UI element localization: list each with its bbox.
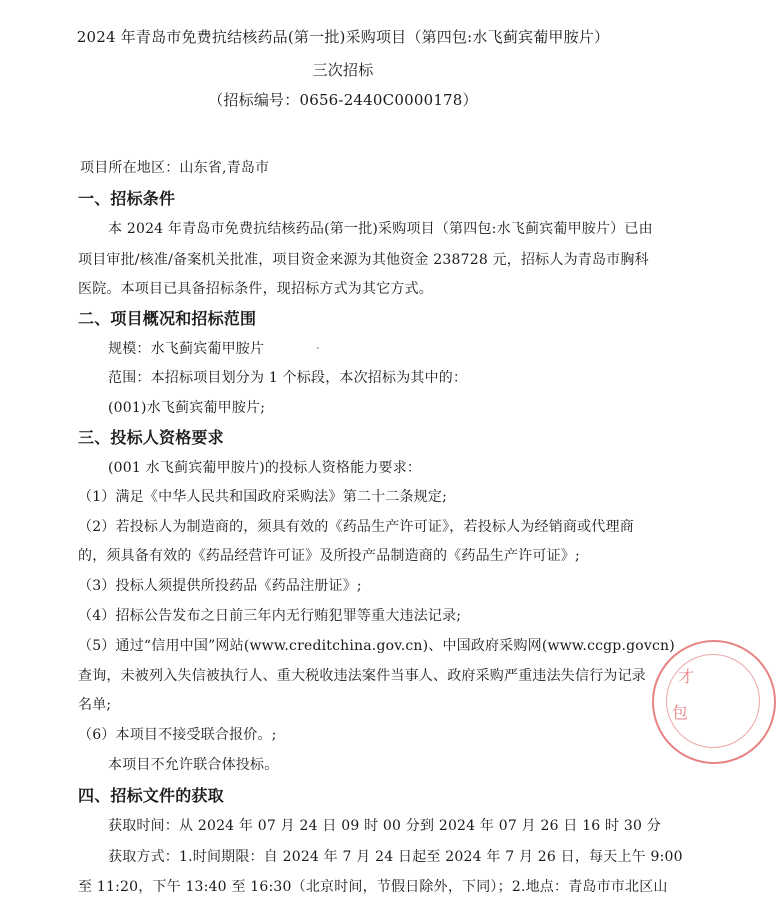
requirement-3: （3）投标人须提供所投药品《药品注册证》; — [78, 578, 362, 594]
scan-speck — [317, 347, 319, 349]
seal-character: 包 — [672, 703, 689, 722]
section-heading-project-overview: 二、项目概况和招标范围 — [78, 309, 257, 328]
requirement-2-line2: 的，须具备有效的《药品经营许可证》及所投产品制造商的《药品生产许可证》; — [78, 548, 580, 564]
requirement-5-line1: （5）通过“信用中国”网站(www.creditchina.gov.cn)、中国政府采购网(www.ccgp.govcn) — [78, 638, 675, 654]
requirement-1: （1）满足《中华人民共和国政府采购法》第二十二条规定; — [78, 489, 448, 505]
document-subtitle: 三次招标 — [312, 61, 374, 79]
section-heading-bidder-qualification: 三、投标人资格要求 — [78, 428, 224, 447]
section-heading-document-acquisition: 四、招标文件的获取 — [78, 786, 224, 805]
requirement-2-line1: （2）若投标人为制造商的，须具有效的《药品生产许可证》，若投标人为经销商或代理商 — [78, 519, 634, 535]
acquisition-method-line1: 获取方式：1.时间期限：自 2024 年 7 月 24 日起至 2024 年 7 月 26 日，每天上午 9:00 — [108, 849, 683, 865]
paragraph-line: 本 2024 年青岛市免费抗结核药品(第一批)采购项目（第四包:水飞蓟宾葡甲胺片）已由 — [108, 221, 653, 237]
paragraph-line: 医院。本项目已具备招标条件，现招标方式为其它方式。 — [78, 281, 433, 297]
project-location: 项目所在地区：山东省,青岛市 — [80, 160, 270, 176]
official-seal-stamp — [652, 640, 776, 764]
requirement-4: （4）招标公告发布之日前三年内无行贿犯罪等重大违法记录; — [78, 608, 462, 624]
requirement-5-line2: 查询，未被列入失信被执行人、重大税收违法案件当事人、政府采购严重违法失信行为记录 — [78, 668, 646, 684]
seal-character: 才 — [678, 667, 695, 686]
paragraph-line: 项目审批/核准/备案机关批准，项目资金来源为其他资金 238728 元，招标人为青岛市胸科 — [78, 252, 649, 268]
project-scope: 范围：本招标项目划分为 1 个标段，本次招标为其中的： — [108, 370, 468, 386]
lot-item: (001)水飞蓟宾葡甲胺片; — [108, 400, 266, 416]
document-title: 2024 年青岛市免费抗结核药品(第一批)采购项目（第四包:水飞蓟宾葡甲胺片） — [76, 28, 610, 46]
requirement-5-line3: 名单; — [78, 697, 112, 713]
qualification-intro: (001 水飞蓟宾葡甲胺片)的投标人资格能力要求： — [108, 460, 422, 476]
tender-number: （招标编号：0656-2440C0000178） — [208, 91, 478, 109]
requirement-6: （6）本项目不接受联合报价。; — [78, 727, 277, 743]
section-heading-tender-conditions: 一、招标条件 — [78, 189, 176, 208]
project-scale: 规模：水飞蓟宾葡甲胺片 — [108, 341, 265, 357]
consortium-note: 本项目不允许联合体投标。 — [108, 757, 279, 773]
acquisition-method-line2: 至 11:20，下午 13:40 至 16:30（北京时间，节假日除外，下同）；2.地点：青岛市市北区山 — [78, 879, 668, 895]
acquisition-time: 获取时间：从 2024 年 07 月 24 日 09 时 00 分到 2024 年 07 月 26 日 16 时 30 分 — [108, 818, 661, 834]
